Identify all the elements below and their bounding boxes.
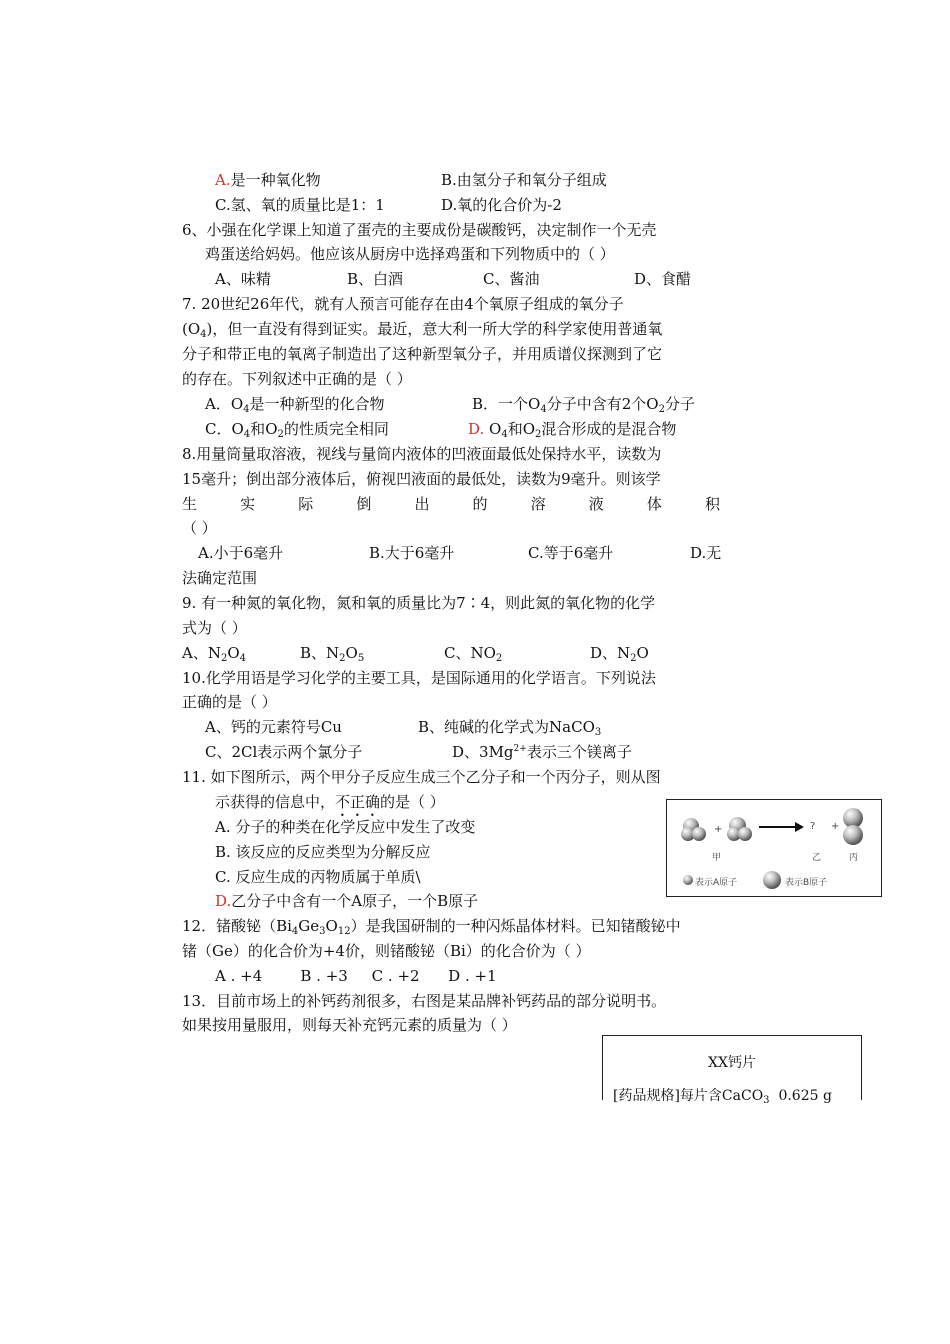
q11-stem-line2 [215, 792, 445, 812]
label-jia: 甲 [712, 853, 722, 863]
q7-option-a-text: 是一种新型的化合物 [249, 395, 385, 413]
q8-spread-char: 溶 [530, 495, 546, 513]
q12-stem-line2: 锗（Ge）的化合价为+4价，则锗酸铋（Bi）的化合价为（ ） [182, 942, 591, 960]
drug-label-spec-pre: [药品规格]每片含CaCO [613, 1088, 764, 1104]
drug-label-spec: [药品规格]每片含CaCO$_3$ 0.625 g [613, 1088, 832, 1106]
q8-spread-char: 生 [182, 495, 198, 513]
q11-option-b: B. 该反应的反应类型为分解反应 [215, 843, 431, 861]
q6-stem-line2: 鸡蛋送给妈妈。他应该从厨房中选择鸡蛋和下列物质中的（ ） [205, 245, 615, 263]
label-bing: 丙 [849, 853, 859, 863]
atom-b [843, 825, 863, 845]
q8-option-a: A.小于6毫升 [198, 544, 284, 562]
q9-option-a: A、$N_2O_4$ [182, 644, 247, 664]
q8-spread-char: 的 [472, 495, 488, 513]
q7-option-c: C．$O_4$和$O_2$的性质完全相同 [205, 420, 389, 440]
q12-stem-pre: 12．锗酸铋（Bi [182, 917, 292, 935]
q7-stem-line3: 分子和带正电的氧离子制造出了这种新型氧分子，并用质谱仪探测到了它 [182, 345, 663, 363]
q7-option-a: A．$O_4$是一种新型的化合物 [205, 395, 385, 415]
q8-stem-line3 [182, 494, 720, 514]
q11-stem-post: 的是（ ） [380, 793, 445, 811]
q13-stem-line1: 13．目前市场上的补钙药剂很多，右图是某品牌补钙药品的部分说明书。 [182, 992, 667, 1010]
q9-option-b: B、$N_2O_5$ [300, 644, 365, 664]
q8-stem-line2: 15毫升；倒出部分液体后，俯视凹液面的最低处，读数为9毫升。则该学 [182, 470, 661, 488]
q10-option-d-post: 表示三个镁离子 [526, 743, 632, 761]
atom-a [692, 827, 706, 841]
q8-spread-char: 积 [704, 495, 720, 513]
drug-label-title: XX钙片 [708, 1055, 756, 1071]
q9-option-d: D、$N_2O$ [590, 644, 649, 664]
q11-option-d-text: 乙分子中含有一个A原子，一个B原子 [231, 892, 479, 910]
q5-option-a-letter: A. [215, 171, 231, 189]
q11-option-c: C. 反应生成的丙物质属于单质\ [215, 868, 421, 886]
q8-spread-char: 际 [298, 495, 314, 513]
q6-option-a: A、味精 [215, 270, 271, 288]
q8-stem-line1: 8.用量筒量取溶液，视线与量筒内液体的凹液面最低处保持水平，读数为 [182, 445, 662, 463]
q7-option-d-letter: D. [468, 420, 485, 438]
legend-atom-b-icon [763, 871, 781, 889]
q8-option-c: C.等于6毫升 [528, 544, 614, 562]
q10-option-b: B、纯碱的化学式为NaCO$_3$ [418, 718, 602, 738]
q7-stem-line2: $(O_4)$，但一直没有得到证实。最近，意大利一所大学的科学家使用普通氧 [182, 320, 663, 340]
q12-stem-post: ）是我国研制的一种闪烁晶体材料。已知锗酸铋中 [350, 917, 681, 935]
q11-stem-emphasis: 不正确 [335, 793, 381, 811]
drug-label-spec-post: 0.625 g [769, 1088, 832, 1104]
q5-option-a-text: 是一种氧化物 [230, 171, 321, 189]
q6-option-d: D、食醋 [634, 270, 692, 288]
q7-option-b: B．一个$O_4$分子中含有2个$O_2$分子 [472, 395, 695, 415]
q9-stem-line2: 式为（ ） [182, 619, 247, 637]
label-yi: 乙 [812, 853, 822, 863]
q8-spread-char: 液 [588, 495, 604, 513]
q7-option-d: D. $O_4$和$O_2$混合形成的是混合物 [468, 420, 677, 440]
q10-stem-line1: 10.化学用语是学习化学的主要工具，是国际通用的化学语言。下列说法 [182, 669, 656, 687]
q8-spread-char: 体 [646, 495, 662, 513]
q7-option-d-mid: 和 [507, 420, 523, 438]
q10-stem-line2: 正确的是（ ） [182, 693, 277, 711]
q7-stem-line2-text: ，但一直没有得到证实。最近，意大利一所大学的科学家使用普通氧 [212, 320, 663, 338]
q6-option-b: B、白酒 [347, 270, 404, 288]
q11-stem-line1: 11. 如下图所示，两个甲分子反应生成三个乙分子和一个丙分子，则从图 [182, 768, 661, 786]
q5-option-c: C.氢、氧的质量比是1：1 [215, 196, 385, 214]
q5-option-d: D.氧的化合价为-2 [441, 196, 562, 214]
q10-option-a: A、钙的元素符号Cu [205, 718, 342, 736]
q9-option-c: C、$NO_2$ [444, 644, 503, 664]
q13-stem-line2: 如果按用量服用，则每天补充钙元素的质量为（ ） [182, 1016, 517, 1034]
q5-option-b: B.由氢分子和氧分子组成 [441, 171, 607, 189]
q12-options: A . +4 B . +3 C . +2 D . +1 [215, 967, 497, 985]
q12-stem-line1: 12．锗酸铋$(Bi_4Ge_3O_{12})$是我国研制的一种闪烁晶体材料。已知锗酸铋中 [182, 917, 681, 937]
q8-option-d: D.无 [690, 544, 722, 562]
reaction-arrow-line [759, 826, 797, 828]
drug-label-box [602, 1035, 862, 1106]
q8-option-d-cont: 法确定范围 [182, 569, 258, 587]
q7-option-b-pre: B．一个 [472, 395, 529, 413]
q6-stem-line1: 6、小强在化学课上知道了蛋壳的主要成份是碳酸钙，决定制作一个无壳 [182, 221, 657, 239]
q11-option-d-letter: D. [215, 892, 232, 910]
q7-stem-line4: 的存在。下列叙述中正确的是（ ） [182, 370, 412, 388]
q7-option-d-post: 混合形成的是混合物 [541, 420, 677, 438]
q8-spread-char: 出 [414, 495, 430, 513]
legend-atom-b-label: 表示B原子 [785, 878, 828, 888]
q7-stem-line1: 7. 20世纪26年代，就有人预言可能存在由4个氧原子组成的氧分子 [182, 295, 624, 313]
legend-atom-a-icon [683, 875, 693, 885]
q7-option-c-mid: 和 [250, 420, 266, 438]
q10-option-c: C、2Cl表示两个氯分子 [205, 743, 363, 761]
plus-sign: + [831, 821, 840, 832]
reaction-arrow-head [795, 822, 804, 832]
q5-option-a [215, 170, 321, 190]
q6-option-c: C、酱油 [483, 270, 540, 288]
q7-option-b-post: 分子 [664, 395, 695, 413]
atom-a [738, 827, 752, 841]
q11-stem-pre: 示获得的信息中， [215, 793, 336, 811]
unknown-product: ? [810, 821, 816, 832]
reaction-diagram [666, 799, 882, 897]
q8-spread-char: 实 [240, 495, 256, 513]
legend-atom-a-label: 表示A原子 [695, 878, 738, 888]
q8-spread-char: 倒 [356, 495, 372, 513]
q9-stem-line1: 9. 有一种氮的氧化物，氮和氧的质量比为7∶4，则此氮的氧化物的化学 [182, 594, 656, 612]
plus-sign: + [714, 824, 723, 835]
q10-option-d: D、$3Mg^{2+}$表示三个镁离子 [452, 743, 632, 761]
q8-option-b: B.大于6毫升 [369, 544, 455, 562]
q7-option-b-mid: 分子中含有2个 [546, 395, 647, 413]
q11-option-a: A. 分子的种类在化学反应中发生了改变 [215, 818, 476, 836]
q10-option-d-pre: D、3Mg [452, 743, 514, 761]
q10-option-b-text: B、纯碱的化学式为NaCO [418, 718, 595, 736]
q11-option-d [215, 891, 478, 911]
q7-option-c-post: 的性质完全相同 [283, 420, 389, 438]
q7-option-c-pre: C． [205, 420, 232, 438]
q8-answer-paren: （ ） [182, 519, 217, 537]
